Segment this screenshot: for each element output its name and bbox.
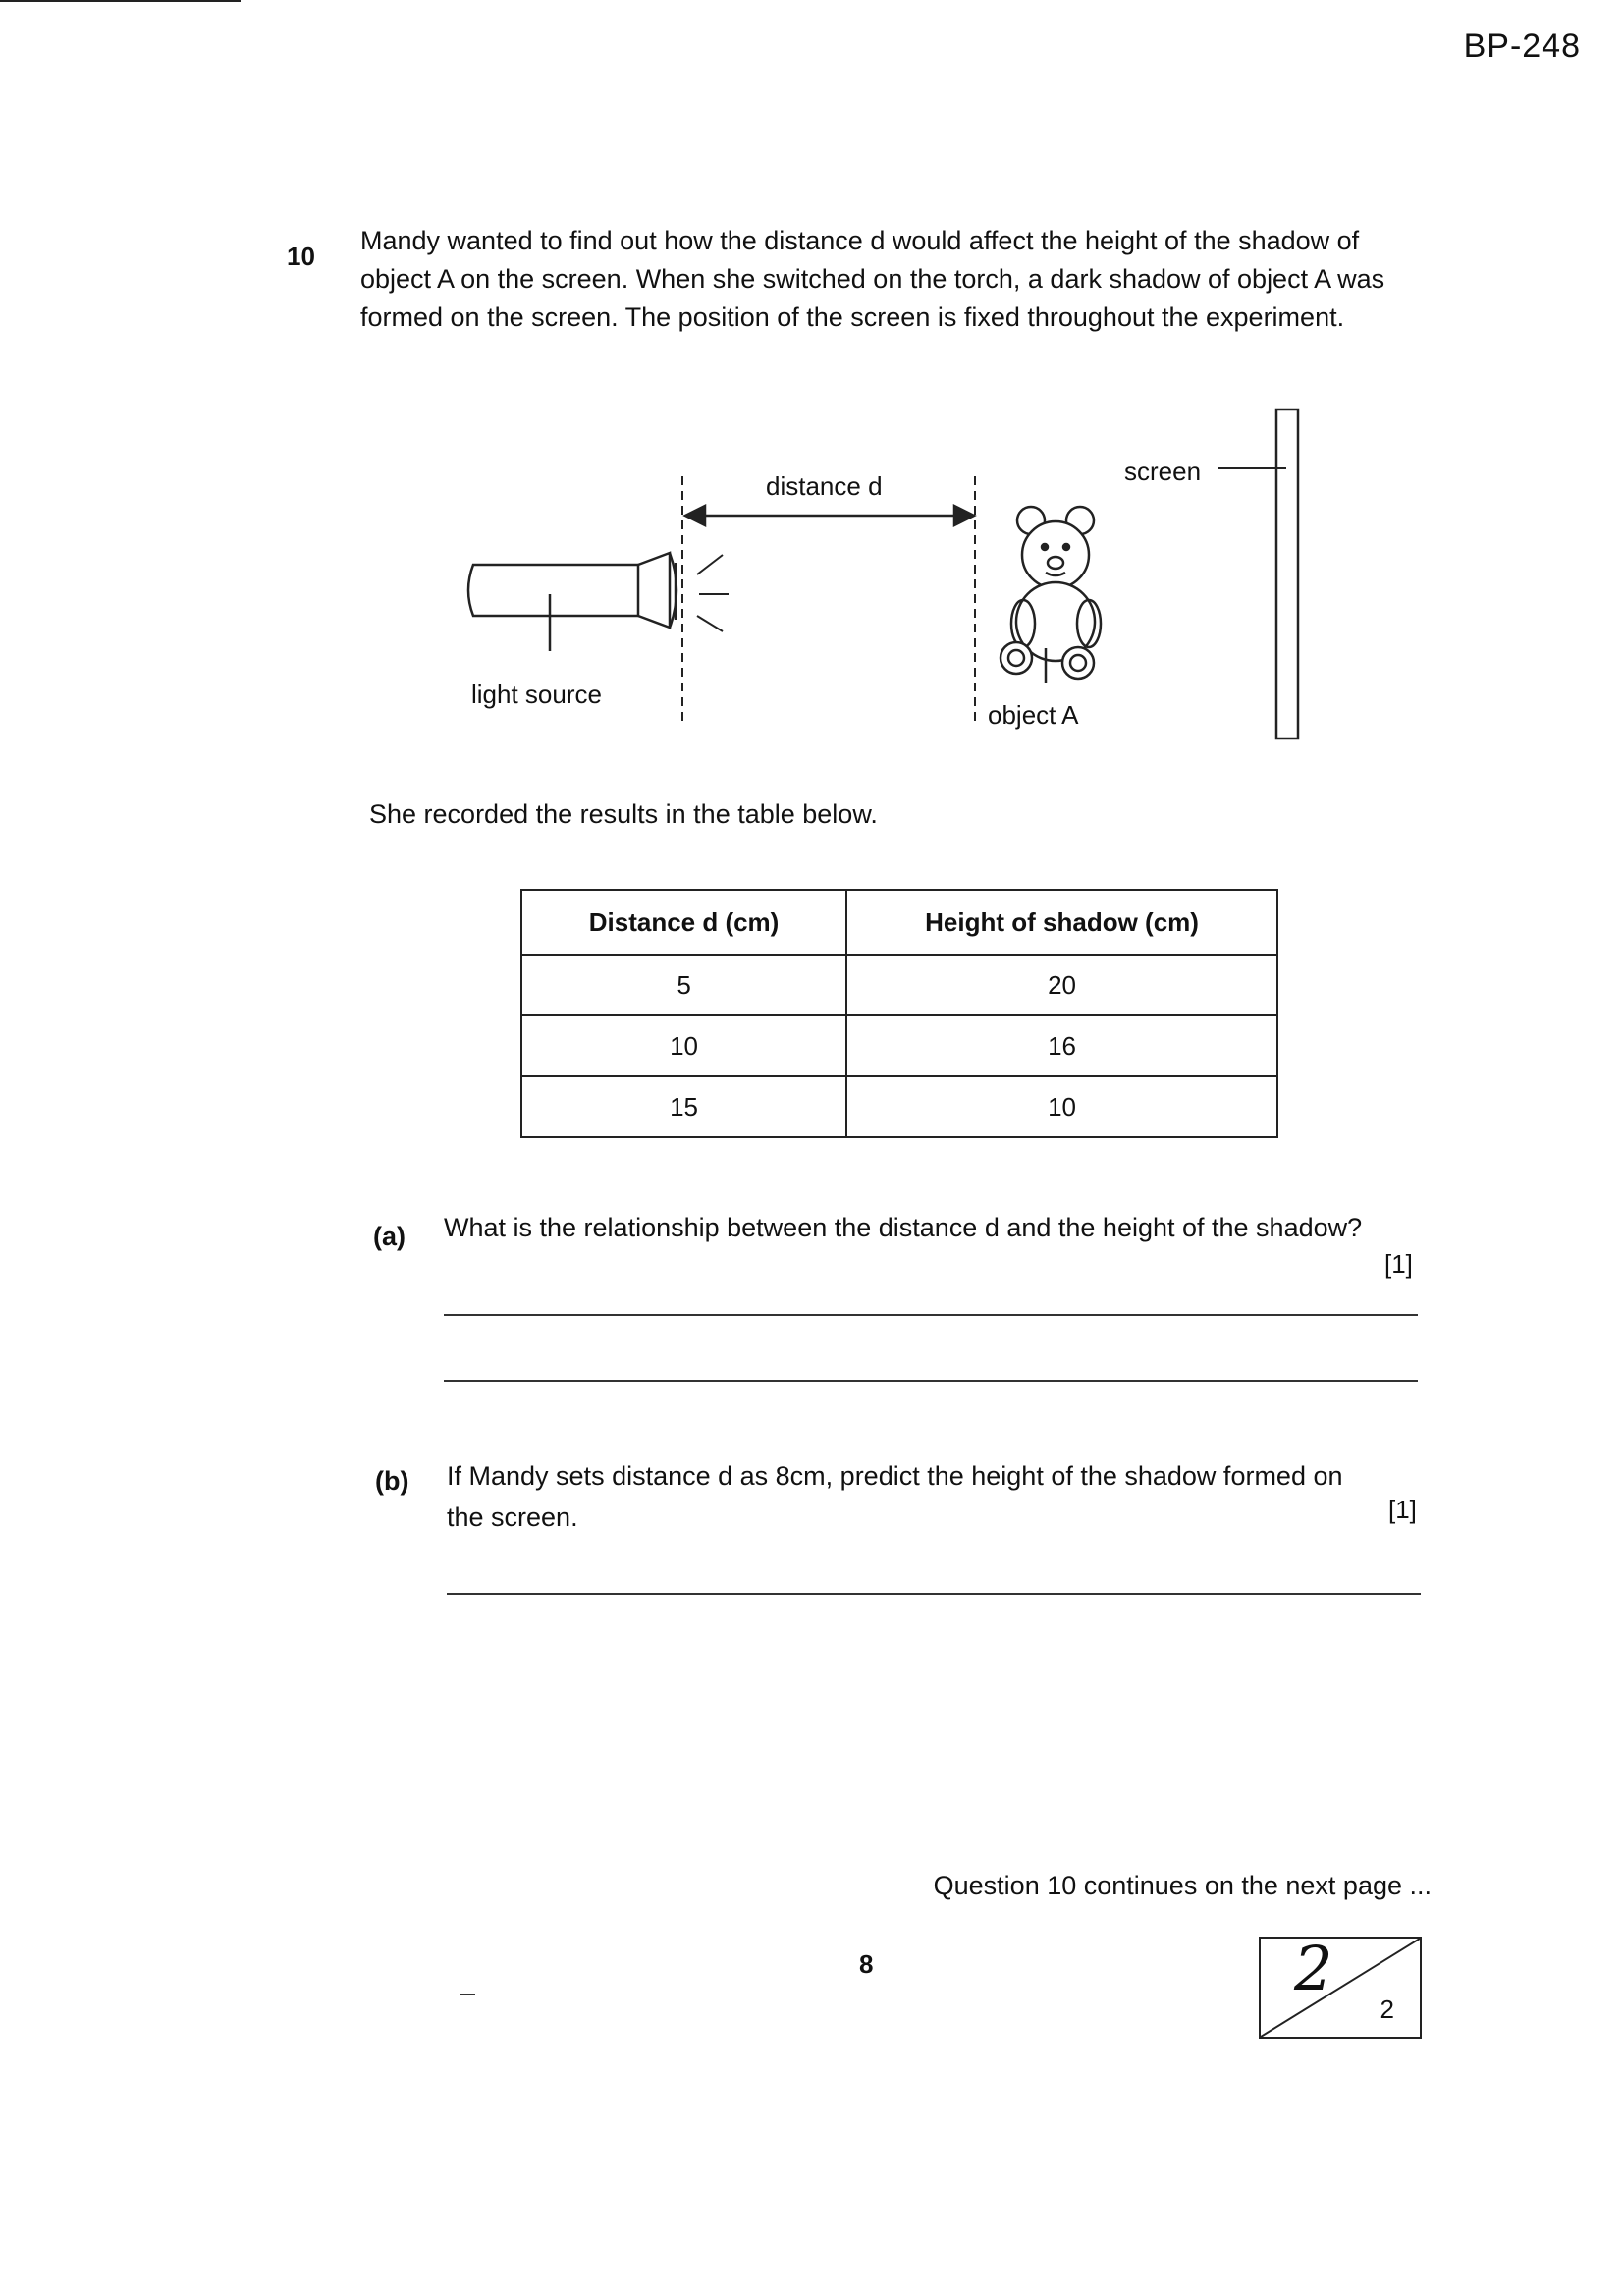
table-cell: 20: [846, 955, 1277, 1015]
question-stem: Mandy wanted to find out how the distance d would affect the height of the shadow of object A on the screen. When she switched on the torch, a dark shadow of object A was formed on the screen. The position of the screen is fixed throughout the experiment.: [360, 226, 1385, 332]
table-cell: 16: [846, 1015, 1277, 1076]
results-table: [520, 889, 1278, 1138]
score-box: [1259, 1933, 1422, 2039]
footer-dash: [460, 1994, 475, 1995]
table-row: [521, 955, 1277, 1015]
paper-code: BP-248: [1463, 27, 1581, 65]
object-label: object A: [988, 700, 1079, 730]
table-row: [521, 1076, 1277, 1137]
table-cell: 10: [521, 1015, 846, 1076]
part-b-marks: [1]: [1388, 1495, 1417, 1524]
top-rule: [0, 0, 241, 2]
score-diagonal-icon: [1261, 1939, 1420, 2037]
score-total: 2: [1380, 1995, 1394, 2024]
column-header-distance: Distance d (cm): [521, 890, 846, 955]
distance-arrow: [685, 506, 974, 525]
light-source-label: light source: [471, 680, 602, 709]
part-a-answer-line-1[interactable]: [444, 1314, 1418, 1316]
light-rays-icon: [697, 555, 729, 631]
screen-label: screen: [1124, 457, 1202, 486]
distance-label: distance d: [766, 471, 883, 501]
table-cell: 5: [521, 955, 846, 1015]
teddy-bear-icon: [1001, 507, 1101, 683]
part-a-answer-line-2[interactable]: [444, 1380, 1418, 1382]
continuation-note: Question 10 continues on the next page ...: [933, 1871, 1432, 1900]
table-cell: 15: [521, 1076, 846, 1137]
screen-panel: [1276, 410, 1298, 738]
score-awarded: 2: [1294, 1933, 1333, 2004]
table-cell: 10: [846, 1076, 1277, 1137]
recorded-text: She recorded the results in the table below.: [369, 799, 878, 829]
part-a-marks: [1]: [1384, 1249, 1413, 1279]
column-header-height: Height of shadow (cm): [846, 890, 1277, 955]
question-number: 10: [287, 242, 315, 271]
part-b-answer-line[interactable]: [447, 1593, 1421, 1595]
table-row: [521, 1015, 1277, 1076]
part-a-label: (a): [373, 1222, 406, 1251]
table-header-row: [521, 890, 1277, 955]
page-number: 8: [859, 1949, 874, 1979]
torch-icon: [468, 553, 677, 651]
part-b-text: If Mandy sets distance d as 8cm, predict the height of the shadow formed on the screen.: [447, 1461, 1343, 1532]
part-b-label: (b): [375, 1466, 409, 1496]
part-a-text: What is the relationship between the distance d and the height of the shadow?: [444, 1213, 1363, 1242]
